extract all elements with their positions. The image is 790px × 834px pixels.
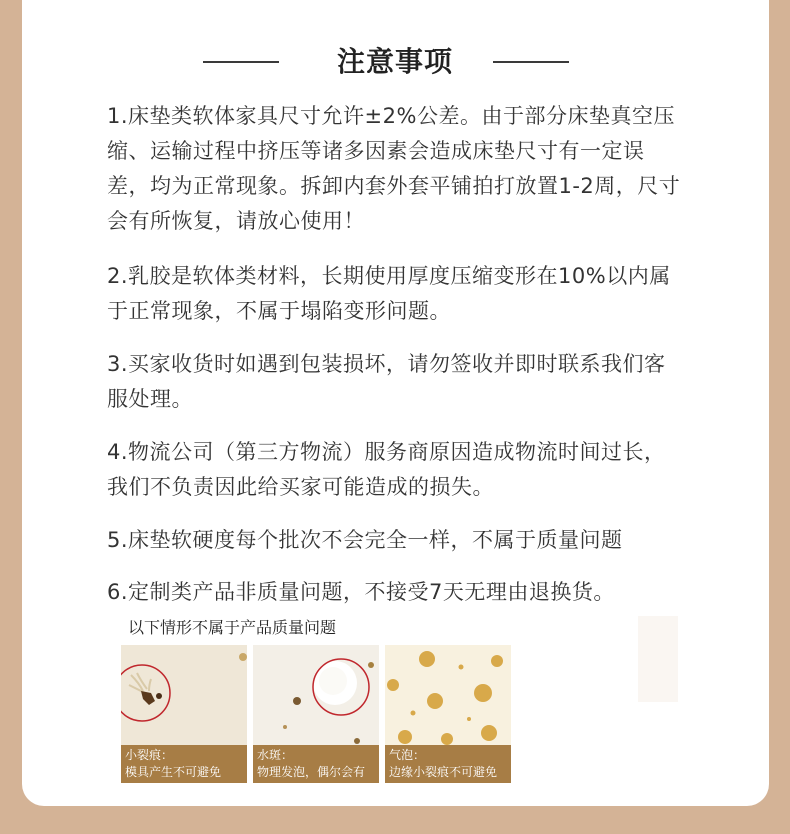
bubbles-caption xyxy=(385,745,511,783)
notice-item-6: 6.定制类产品非质量问题，不接受7天无理由退换货。 xyxy=(107,580,615,604)
notice-item-3: 3.买家收货时如遇到包装损坏，请勿签收并即时联系我们客服处理。 xyxy=(107,352,666,411)
water-spot-name: 水斑： xyxy=(257,748,294,762)
notice-item-5: 5.床垫软硬度每个批次不会完全一样，不属于质量问题 xyxy=(107,528,623,552)
bubbles-foam-image xyxy=(385,645,511,745)
page-title: 注意事项 xyxy=(336,45,453,78)
defect-photo-crack xyxy=(121,645,247,783)
water-spot-desc: 物理发泡，偶尔会有 xyxy=(257,765,366,779)
notice-item-4: 4.物流公司（第三方物流）服务商原因造成物流时间过长，我们不负责因此给买家可能造成的损失。 xyxy=(107,440,666,499)
notice-item-2: 2.乳胶是软体类材料，长期使用厚度压缩变形在10%以内属于正常现象，不属于塌陷变形问题。 xyxy=(107,264,671,323)
crack-desc: 模具产生不可避免 xyxy=(125,765,222,779)
section-header xyxy=(0,40,790,84)
defect-photo-water-spot xyxy=(253,645,379,783)
defect-photo-bubbles xyxy=(385,645,511,783)
bubbles-name: 气泡： xyxy=(389,748,426,762)
crack-foam-image xyxy=(121,645,247,745)
bubbles-desc: 边缘小裂痕不可避免 xyxy=(389,765,498,779)
panel-edge xyxy=(638,616,678,702)
defect-examples-label: 以下情形不属于产品质量问题 xyxy=(128,618,337,637)
water-spot-caption xyxy=(253,745,379,783)
title-rule-left xyxy=(203,61,279,63)
crack-caption xyxy=(121,745,247,783)
water-spot-foam-image xyxy=(253,645,379,745)
crack-name: 小裂痕： xyxy=(125,748,174,762)
notice-item-1: 1.床垫类软体家具尺寸允许±2%公差。由于部分床垫真空压缩、运输过程中挤压等诸多因素会造成床垫尺寸有一定误差，均为正常现象。拆卸内套外套平铺拍打放置1-2周，尺寸会有所恢复，请放心使用！ xyxy=(107,104,681,233)
title-rule-right xyxy=(493,61,569,63)
